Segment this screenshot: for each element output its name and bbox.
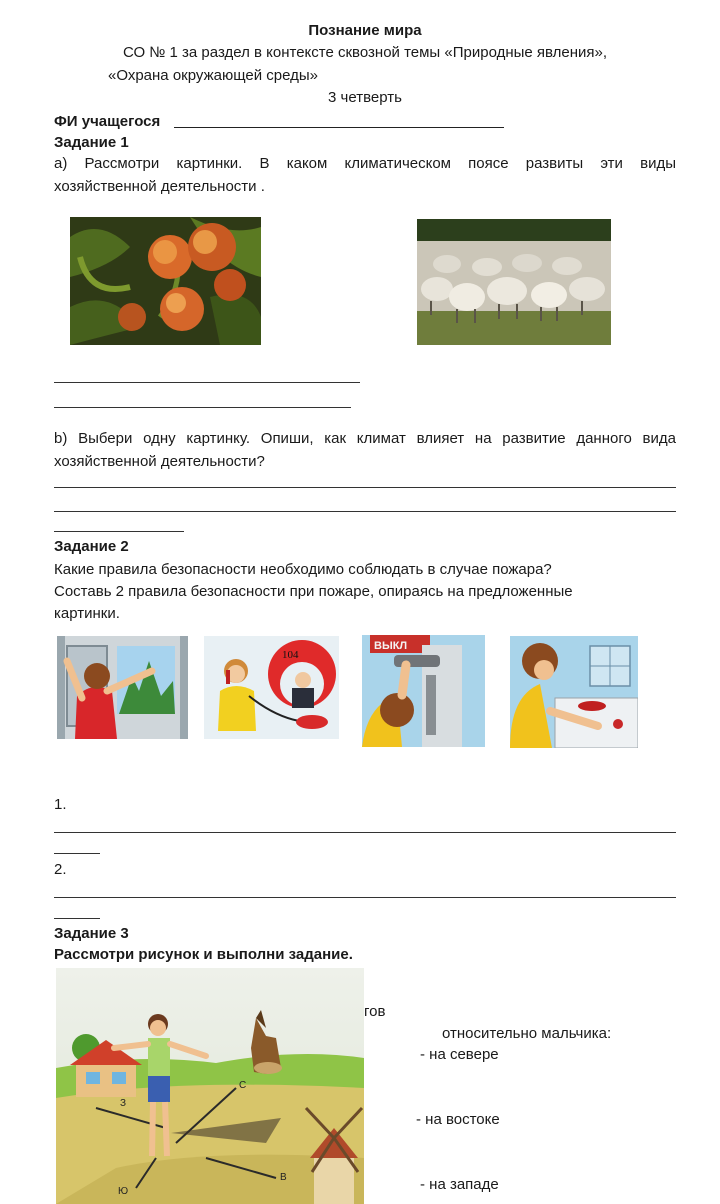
sheep-picture xyxy=(417,219,611,345)
compass-east-label: В xyxy=(280,1172,287,1183)
task1-b-line1: b) Выбери одну картинку. Опиши, как климат влияет на развитие данного вида xyxy=(54,430,676,447)
east-label: - на востоке xyxy=(416,1111,500,1128)
task1-heading: Задание 1 xyxy=(54,134,129,151)
task2-line1: Какие правила безопасности необходимо соблюдать в случае пожара? xyxy=(54,561,552,578)
task2-heading: Задание 2 xyxy=(54,538,129,555)
switch-off-picture xyxy=(362,635,485,747)
answer-line[interactable] xyxy=(54,531,184,532)
answer-line[interactable] xyxy=(54,832,676,833)
answer-line[interactable] xyxy=(54,511,676,512)
answer-line[interactable] xyxy=(54,407,351,408)
task1-a-line2: хозяйственной деятельности . xyxy=(54,178,265,195)
answer-line[interactable] xyxy=(54,897,676,898)
north-label: - на севере xyxy=(420,1046,499,1063)
task1-a-line1: a) Рассмотри картинки. В каком климатическом поясе развиты эти виды xyxy=(54,155,676,172)
peaches-picture xyxy=(70,217,261,345)
document-title: Познание мира xyxy=(308,22,422,39)
partial-word: гов xyxy=(364,1003,386,1020)
task1-b-line2: хозяйственной деятельности? xyxy=(54,453,265,470)
stove-off-picture xyxy=(510,636,638,748)
answer-number-1: 1. xyxy=(54,796,67,813)
answer-line[interactable] xyxy=(54,382,360,383)
task2-line3: картинки. xyxy=(54,605,120,622)
relative-label: относительно мальчика: xyxy=(442,1025,612,1042)
west-label: - на западе xyxy=(420,1176,499,1193)
quarter-label: 3 четверть xyxy=(328,89,402,106)
compass-west-label: З xyxy=(120,1098,127,1109)
task3-heading: Задание 3 xyxy=(54,925,129,942)
answer-line[interactable] xyxy=(54,487,676,488)
answer-line[interactable] xyxy=(54,853,100,854)
subtitle-line-1: СО № 1 за раздел в контексте сквозной темы «Природные явления», xyxy=(122,44,608,61)
compass-north-label: С xyxy=(239,1080,247,1091)
phone-number-label: 104 xyxy=(282,649,299,661)
student-name-label: ФИ учащегося xyxy=(54,113,161,130)
answer-number-2: 2. xyxy=(54,861,67,878)
compass-south-label: Ю xyxy=(118,1186,129,1197)
emergency-call-picture xyxy=(204,636,339,739)
switch-off-label: ВЫКЛ xyxy=(374,640,408,652)
compass-scene-picture xyxy=(56,968,364,1204)
task2-line2: Составь 2 правила безопасности при пожаре, опираясь на предложенные xyxy=(54,583,573,600)
task3-instruction: Рассмотри рисунок и выполни задание. xyxy=(54,946,353,963)
answer-line[interactable] xyxy=(54,918,100,919)
subtitle-line-2: «Охрана окружающей среды» xyxy=(108,67,318,84)
student-name-field[interactable] xyxy=(174,127,504,128)
closing-window-picture xyxy=(57,636,188,739)
